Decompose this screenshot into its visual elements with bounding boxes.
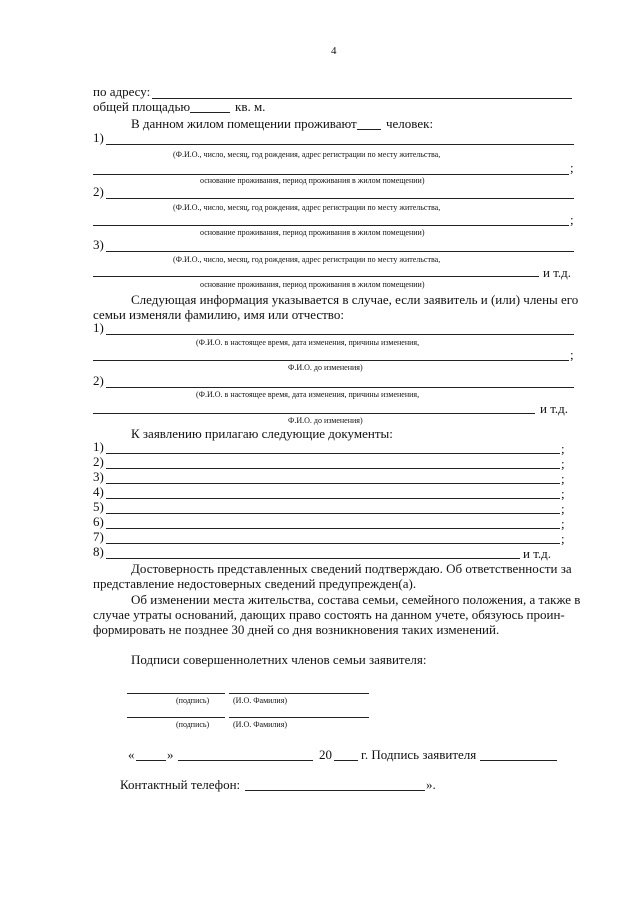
name-change-caption-1: (Ф.И.О. в настоящее время, дата изменения, причины изменения, xyxy=(196,338,420,347)
area-field-line[interactable] xyxy=(190,112,230,113)
name-change-caption-2: Ф.И.О. до изменения) xyxy=(288,363,363,372)
line-end: ; xyxy=(561,471,565,486)
document-field-line[interactable] xyxy=(106,453,560,454)
area-label: общей площадью xyxy=(93,99,191,114)
name-change-intro-line-2: семьи изменяли фамилию, имя или отчество: xyxy=(93,307,344,322)
name-change-intro-line-1: Следующая информация указывается в случае, если заявитель и (или) члены его xyxy=(131,292,579,307)
applicant-signature-label: г. Подпись заявителя xyxy=(361,747,477,762)
name-caption: (И.О. Фамилия) xyxy=(233,696,288,705)
resident-caption-1: (Ф.И.О., число, месяц, год рождения, адрес регистрации по месту жительства, xyxy=(173,203,441,212)
residents-count-line[interactable] xyxy=(357,129,381,130)
address-field-line[interactable] xyxy=(152,98,572,99)
notify-line-1: Об изменении места жительства, состава семьи, семейного положения, а также в xyxy=(131,592,581,607)
document-field-line[interactable] xyxy=(106,513,560,514)
name-change-number: 1) xyxy=(93,320,104,335)
document-number: 1) xyxy=(93,439,104,454)
document-field-line[interactable] xyxy=(106,483,560,484)
line-end: ; xyxy=(561,531,565,546)
resident-field-line[interactable] xyxy=(106,251,574,252)
document-number: 7) xyxy=(93,529,104,544)
signatures-heading: Подписи совершеннолетних членов семьи заявителя: xyxy=(131,652,427,667)
line-end: ; xyxy=(561,456,565,471)
document-number: 8) xyxy=(93,544,104,559)
name-change-caption-1: (Ф.И.О. в настоящее время, дата изменения, причины изменения, xyxy=(196,390,420,399)
member-name-line[interactable] xyxy=(229,717,369,718)
document-field-line[interactable] xyxy=(106,528,560,529)
line-end: и т.д. xyxy=(540,401,569,416)
residents-intro-after: человек: xyxy=(386,116,434,131)
residents-intro: В данном жилом помещении проживают xyxy=(131,116,357,131)
page-number: 4 xyxy=(331,45,337,57)
line-end: ; xyxy=(561,501,565,516)
notify-line-2: случае утраты оснований, дающих право состоять на данном учете, обязуюсь проин- xyxy=(93,607,565,622)
phone-field-line[interactable] xyxy=(245,790,425,791)
line-end: ; xyxy=(570,160,574,175)
line-end: и т.д. xyxy=(523,546,552,561)
document-number: 5) xyxy=(93,499,104,514)
day-field-line[interactable] xyxy=(136,760,166,761)
name-change-caption-2: Ф.И.О. до изменения) xyxy=(288,416,363,425)
name-change-number: 2) xyxy=(93,373,104,388)
resident-caption-2: основание проживания, период проживания в жилом помещении) xyxy=(200,280,425,289)
month-field-line[interactable] xyxy=(178,760,313,761)
signature-caption: (подпись) xyxy=(176,696,210,705)
member-signature-line[interactable] xyxy=(127,693,225,694)
document-number: 2) xyxy=(93,454,104,469)
document-number: 6) xyxy=(93,514,104,529)
phone-label: Контактный телефон: xyxy=(120,777,241,792)
line-end: ; xyxy=(561,516,565,531)
applicant-signature-line[interactable] xyxy=(480,760,557,761)
year-field-line[interactable] xyxy=(334,760,358,761)
line-end: ; xyxy=(561,441,565,456)
resident-number: 2) xyxy=(93,184,104,199)
name-change-field-line-2[interactable] xyxy=(93,360,569,361)
document-field-line[interactable] xyxy=(106,558,520,559)
date-close-quote: » xyxy=(167,747,174,762)
name-change-field-line[interactable] xyxy=(106,334,574,335)
resident-number: 1) xyxy=(93,130,104,145)
line-end: ; xyxy=(561,486,565,501)
resident-field-line[interactable] xyxy=(106,144,574,145)
date-open-quote: « xyxy=(128,747,135,762)
resident-caption-2: основание проживания, период проживания в жилом помещении) xyxy=(200,228,425,237)
resident-caption-1: (Ф.И.О., число, месяц, год рождения, адрес регистрации по месту жительства, xyxy=(173,150,441,159)
name-change-field-line-2[interactable] xyxy=(93,413,535,414)
phone-end: ». xyxy=(426,777,436,792)
line-end: ; xyxy=(570,212,574,227)
year-prefix: 20 xyxy=(319,747,332,762)
line-end: ; xyxy=(570,347,574,362)
document-number: 4) xyxy=(93,484,104,499)
name-caption: (И.О. Фамилия) xyxy=(233,720,288,729)
address-label: по адресу: xyxy=(93,84,151,99)
resident-field-line-2[interactable] xyxy=(93,276,539,277)
document-number: 3) xyxy=(93,469,104,484)
confirm-line-1: Достоверность представленных сведений подтверждаю. Об ответственности за xyxy=(131,561,572,576)
document-field-line[interactable] xyxy=(106,543,560,544)
name-change-field-line[interactable] xyxy=(106,387,574,388)
resident-caption-2: основание проживания, период проживания в жилом помещении) xyxy=(200,176,425,185)
area-unit: кв. м. xyxy=(235,99,266,114)
confirm-line-2: представление недостоверных сведений предупрежден(а). xyxy=(93,576,417,591)
resident-field-line[interactable] xyxy=(106,198,574,199)
notify-line-3: формировать не позднее 30 дней со дня возникновения таких изменений. xyxy=(93,622,500,637)
resident-field-line-2[interactable] xyxy=(93,174,569,175)
member-signature-line[interactable] xyxy=(127,717,225,718)
signature-caption: (подпись) xyxy=(176,720,210,729)
document-field-line[interactable] xyxy=(106,498,560,499)
member-name-line[interactable] xyxy=(229,693,369,694)
resident-field-line-2[interactable] xyxy=(93,225,569,226)
document-field-line[interactable] xyxy=(106,468,560,469)
line-end: и т.д. xyxy=(543,265,572,280)
documents-intro: К заявлению прилагаю следующие документы: xyxy=(131,426,393,441)
resident-caption-1: (Ф.И.О., число, месяц, год рождения, адрес регистрации по месту жительства, xyxy=(173,255,441,264)
resident-number: 3) xyxy=(93,237,104,252)
